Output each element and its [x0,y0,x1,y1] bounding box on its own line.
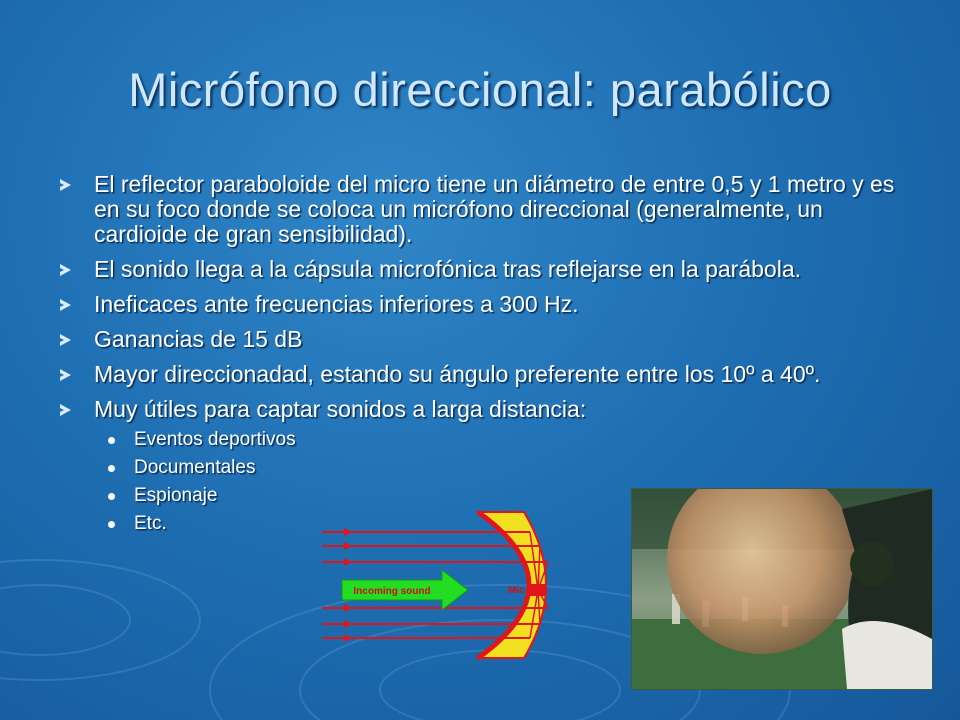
incoming-sound-label: Incoming sound [353,586,431,597]
bullet-text: El reflector paraboloide del micro tiene un diámetro de entre 0,5 y 1 metro y es en su foco donde se coloca un micrófono direccional (generalmente, un cardioide de gran sensibilidad). [94,171,895,247]
bullet-item [60,172,910,247]
sub-bullet-item [94,426,910,454]
sub-bullet-item [94,454,910,482]
bullet-item [60,292,910,317]
parabolic-reflector-diagram [318,510,578,660]
bullet-text: Muy útiles para captar sonidos a larga distancia: [94,396,587,422]
bullet-item [60,257,910,282]
dot-bullet-icon [108,437,115,444]
sub-bullet-text: Eventos deportivos [134,429,296,450]
mic-label: Mic [508,585,525,596]
dot-bullet-icon [108,493,115,500]
sub-bullet-text: Etc. [134,513,167,534]
arrow-bullet-icon [60,334,71,346]
dot-bullet-icon [108,465,115,472]
arrow-bullet-icon [60,299,71,311]
microphone-capsule [530,584,546,596]
arrow-bullet-icon [60,264,71,276]
sub-bullet-text: Espionaje [134,485,218,506]
bullet-item [60,327,910,352]
bullet-text: Ganancias de 15 dB [94,326,303,352]
stadium-photo [631,488,933,690]
bullet-text: El sonido llega a la cápsula microfónica tras reflejarse en la parábola. [94,256,802,282]
bullet-text: Mayor direccionadad, estando su ángulo preferente entre los 10º a 40º. [94,361,821,387]
dot-bullet-icon [108,521,115,528]
bullet-text: Ineficaces ante frecuencias inferiores a 300 Hz. [94,291,579,317]
arrow-bullet-icon [60,404,71,416]
arrow-bullet-icon [60,179,71,191]
sub-bullet-text: Documentales [134,457,256,478]
slide-title: Micrófono direccional: parabólico [128,63,832,116]
arrow-bullet-icon [60,369,71,381]
bullet-item [60,362,910,387]
